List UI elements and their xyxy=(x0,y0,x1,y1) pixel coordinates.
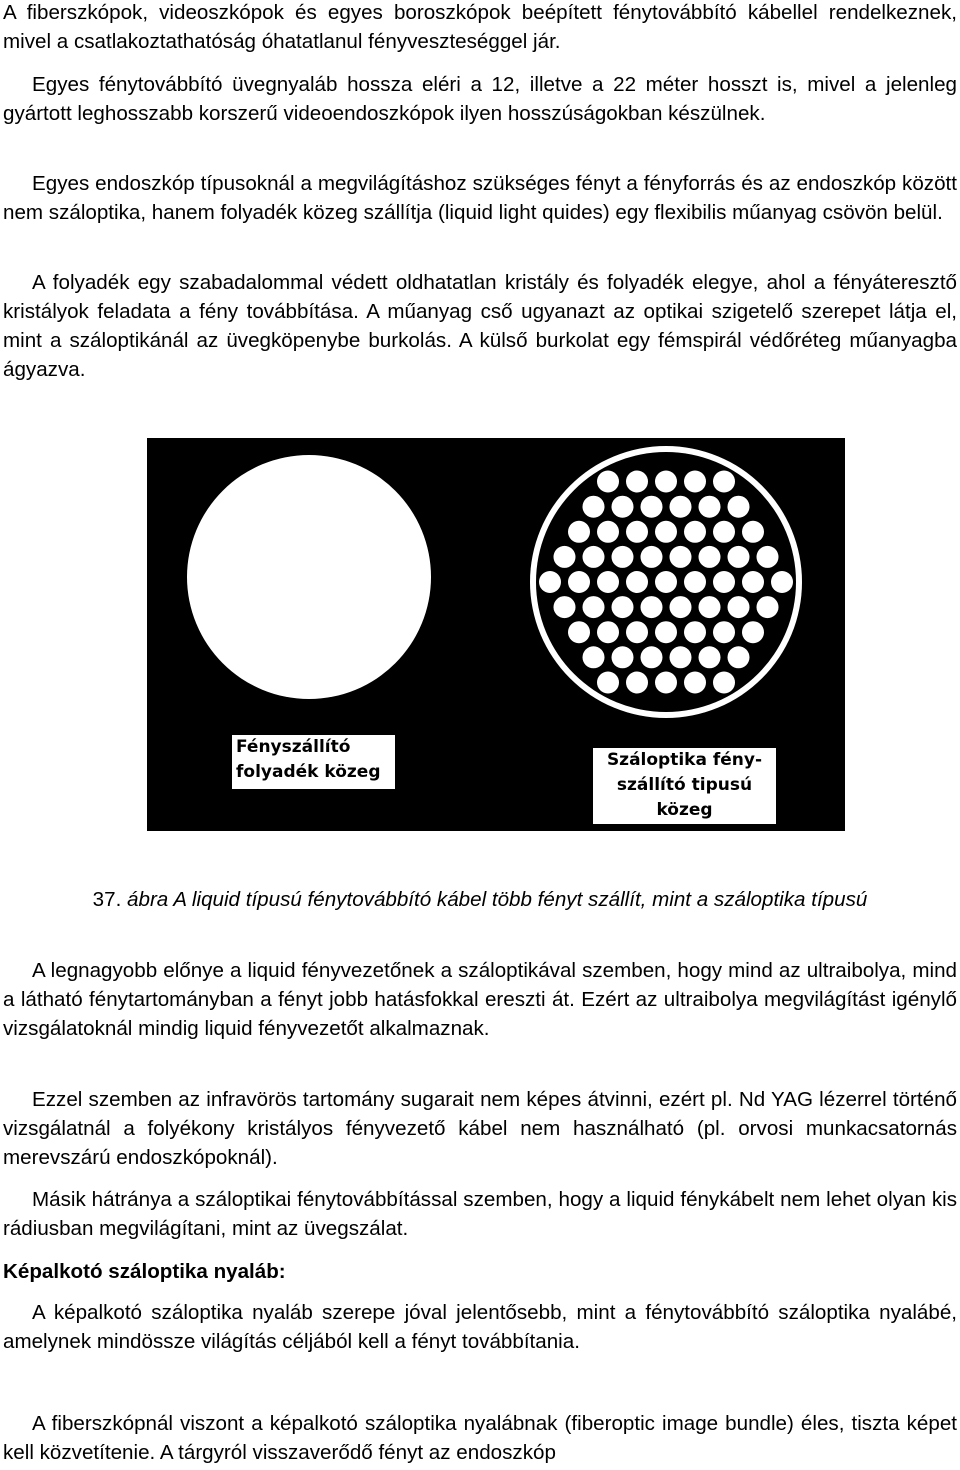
paragraph-6: Ezzel szemben az infravörös tartomány sugarait nem képes átvinni, ezért pl. Nd YAG lézerrel történő vizsgálatnál a folyékony kristályos fényvezető kábel nem használható (pl. orvosi munkacsatornás merevszárú endoszkópoknál). xyxy=(3,1088,957,1169)
fiber-dot xyxy=(728,646,750,668)
fiber-dot xyxy=(597,621,619,643)
fiber-dot xyxy=(597,471,619,493)
paragraph-2: Egyes fénytovábbító üvegnyaláb hossza eléri a 12, illetve a 22 méter hosszt is, mivel a jelenleg gyártott leghosszabb korszerű videoendoszkópok ilyen hosszúságokban készülnek. xyxy=(3,73,957,125)
fiber-dot xyxy=(568,621,590,643)
fiber-dot xyxy=(728,546,750,568)
fiber-dot xyxy=(742,621,764,643)
fiber-dot xyxy=(626,521,648,543)
fiber-dot xyxy=(713,672,735,694)
fiber-dot xyxy=(597,672,619,694)
fiber-dot xyxy=(699,646,721,668)
paragraph-8: A képalkotó száloptika nyaláb szerepe jóval jelentősebb, mint a fénytovábbító száloptika nyalábé, amelynek mindössze világítás céljából kell a fényt továbbítania. xyxy=(3,1301,957,1353)
fiber-dot xyxy=(684,571,706,593)
fiber-dot xyxy=(539,571,561,593)
liquid-core-circle xyxy=(187,455,431,699)
fiber-dot xyxy=(771,571,793,593)
fiber-dot xyxy=(670,596,692,618)
fiber-dot xyxy=(641,596,663,618)
fiber-dot xyxy=(554,596,576,618)
paragraph-1: A fiberszkópok, videoszkópok és egyes boroszkópok beépített fénytovábbító kábellel rendelkeznek, mivel a csatlakoztathatóság óhatatlanul fényveszteséggel jár. xyxy=(3,1,957,53)
fiber-dot xyxy=(626,621,648,643)
section-heading: Képalkotó száloptika nyaláb: xyxy=(3,1260,286,1283)
fiber-dot xyxy=(554,546,576,568)
fiber-dot xyxy=(670,646,692,668)
fiber-dot xyxy=(670,496,692,518)
paragraph-5: A legnagyobb előnye a liquid fényvezetőnek a száloptikával szemben, hogy mind az ultraibolya, mind a látható fénytartományban a fényt jobb hatásfokkal ereszti át. Ezért az ultraibolya megvilágítást igénylő vizsgálatoknál mindig liquid fényvezetőt alkalmaznak. xyxy=(3,959,957,1040)
liquid-medium-label-text: Fényszállító folyadék közeg xyxy=(236,737,381,782)
fiber-comparison-figure xyxy=(147,438,845,831)
fiber-dot xyxy=(713,471,735,493)
fiber-dot xyxy=(699,546,721,568)
fiber-dot xyxy=(699,596,721,618)
fiber-dot xyxy=(713,521,735,543)
fiber-dot xyxy=(684,521,706,543)
fiber-dot xyxy=(713,621,735,643)
paragraph-9: A fiberszkópnál viszont a képalkotó száloptika nyalábnak (fiberoptic image bundle) éles, tiszta képet kell közvetítenie. A tárgyról visszaverődő fényt az endoszkóp xyxy=(3,1412,957,1464)
fiber-dot xyxy=(655,672,677,694)
paragraph-3: Egyes endoszkóp típusoknál a megvilágításhoz szükséges fényt a fényforrás és az endoszkóp között nem száloptika, hanem folyadék közeg szállítja (liquid light quides) egy flexibilis műanyag csövön belül. xyxy=(3,172,957,224)
fiber-dot xyxy=(757,546,779,568)
fiber-dot xyxy=(583,546,605,568)
fiber-dot xyxy=(612,546,634,568)
fiber-dot xyxy=(626,672,648,694)
fiber-dot xyxy=(568,571,590,593)
fiber-dot xyxy=(655,521,677,543)
fiber-dot xyxy=(583,496,605,518)
fiber-medium-label-text: Száloptika fény-szállító tipusú közeg xyxy=(606,750,763,820)
figure-caption-text: ábra A liquid típusú fénytovábbító kábel több fényt szállít, mint a száloptika típusú xyxy=(127,888,868,911)
paragraph-7: Másik hátránya a száloptikai fénytovábbítással szemben, hogy a liquid fénykábelt nem lehet olyan kis rádiusban megvilágítani, mint az üvegszálat. xyxy=(3,1188,957,1240)
fiber-dot xyxy=(655,571,677,593)
fiber-dot xyxy=(655,621,677,643)
fiber-dot xyxy=(742,521,764,543)
fiber-medium-label xyxy=(593,748,776,824)
fiber-dot xyxy=(568,521,590,543)
fiber-dot xyxy=(612,646,634,668)
paragraph-4: A folyadék egy szabadalommal védett oldhatatlan kristály és folyadék elegye, ahol a fényáteresztő kristályok feladata a fény továbbítása. A műanyag cső ugyanazt az optikai szigetelő szerepet látja el, mint a száloptikánál az üvegköpenybe burkolás. A külső burkolat egy fémspirál védőréteg műanyagba ágyazva. xyxy=(3,271,957,381)
fiber-dot xyxy=(728,596,750,618)
figure-caption xyxy=(3,885,957,914)
figure-caption-number: 37. xyxy=(92,888,122,911)
fiber-dot xyxy=(742,571,764,593)
fiber-dot xyxy=(612,596,634,618)
fiber-dot xyxy=(684,471,706,493)
fiber-dot xyxy=(757,596,779,618)
fiber-dot xyxy=(684,621,706,643)
fiber-dot xyxy=(641,546,663,568)
fiber-dot xyxy=(626,471,648,493)
liquid-medium-label xyxy=(232,735,395,789)
fiber-dot xyxy=(728,496,750,518)
fiber-dot xyxy=(583,646,605,668)
fiber-dot xyxy=(655,471,677,493)
fiber-dot xyxy=(626,571,648,593)
fiber-dot xyxy=(641,496,663,518)
fiber-dot xyxy=(597,521,619,543)
fiber-dot xyxy=(699,496,721,518)
fiber-dot xyxy=(583,596,605,618)
fiber-dot xyxy=(641,646,663,668)
fiber-dot xyxy=(684,672,706,694)
fiber-dot xyxy=(597,571,619,593)
fiber-dot xyxy=(612,496,634,518)
fiber-dot xyxy=(670,546,692,568)
fiber-dot xyxy=(713,571,735,593)
